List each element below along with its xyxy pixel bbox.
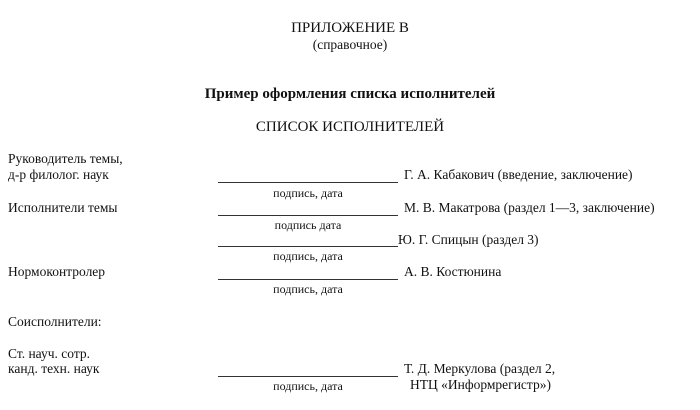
signature-line [218,215,398,216]
signature-line [218,246,398,247]
signature-caption: подпись дата [274,218,342,232]
signature-caption: подпись, дата [273,282,343,296]
executor-name: М. В. Макатрова (раздел 1—3, заключение) [404,200,655,215]
executor-name: Ю. Г. Спицын (раздел 3) [398,232,539,247]
executor-name: Т. Д. Меркулова (раздел 2, [404,361,556,376]
role-label: Нормоконтролер [8,264,106,279]
role-label: Ст. науч. сотр. [8,346,91,361]
signature-line [218,182,398,183]
co-executors-heading: Соисполнители: [8,314,102,329]
executor-name: А. В. Костюнина [404,264,502,279]
document-title: Пример оформления списка исполнителей [204,86,496,102]
signature-line [218,279,398,280]
role-label: д-р филолог. наук [8,167,109,182]
signature-caption: подпись, дата [273,249,343,263]
signature-caption: подпись, дата [273,186,343,200]
appendix-note: (справочное) [312,37,388,52]
role-label: канд. техн. наук [8,361,100,376]
list-subtitle: СПИСОК ИСПОЛНИТЕЛЕЙ [255,119,445,135]
appendix-heading: ПРИЛОЖЕНИЕ В [291,20,409,36]
executor-affiliation: НТЦ «Информрегистр») [410,377,551,392]
role-label: Руководитель темы, [8,151,123,166]
role-label: Исполнители темы [8,200,118,215]
signature-line [218,376,398,377]
signature-caption: подпись, дата [273,379,343,393]
executor-name: Г. А. Кабакович (введение, заключение) [404,167,633,182]
